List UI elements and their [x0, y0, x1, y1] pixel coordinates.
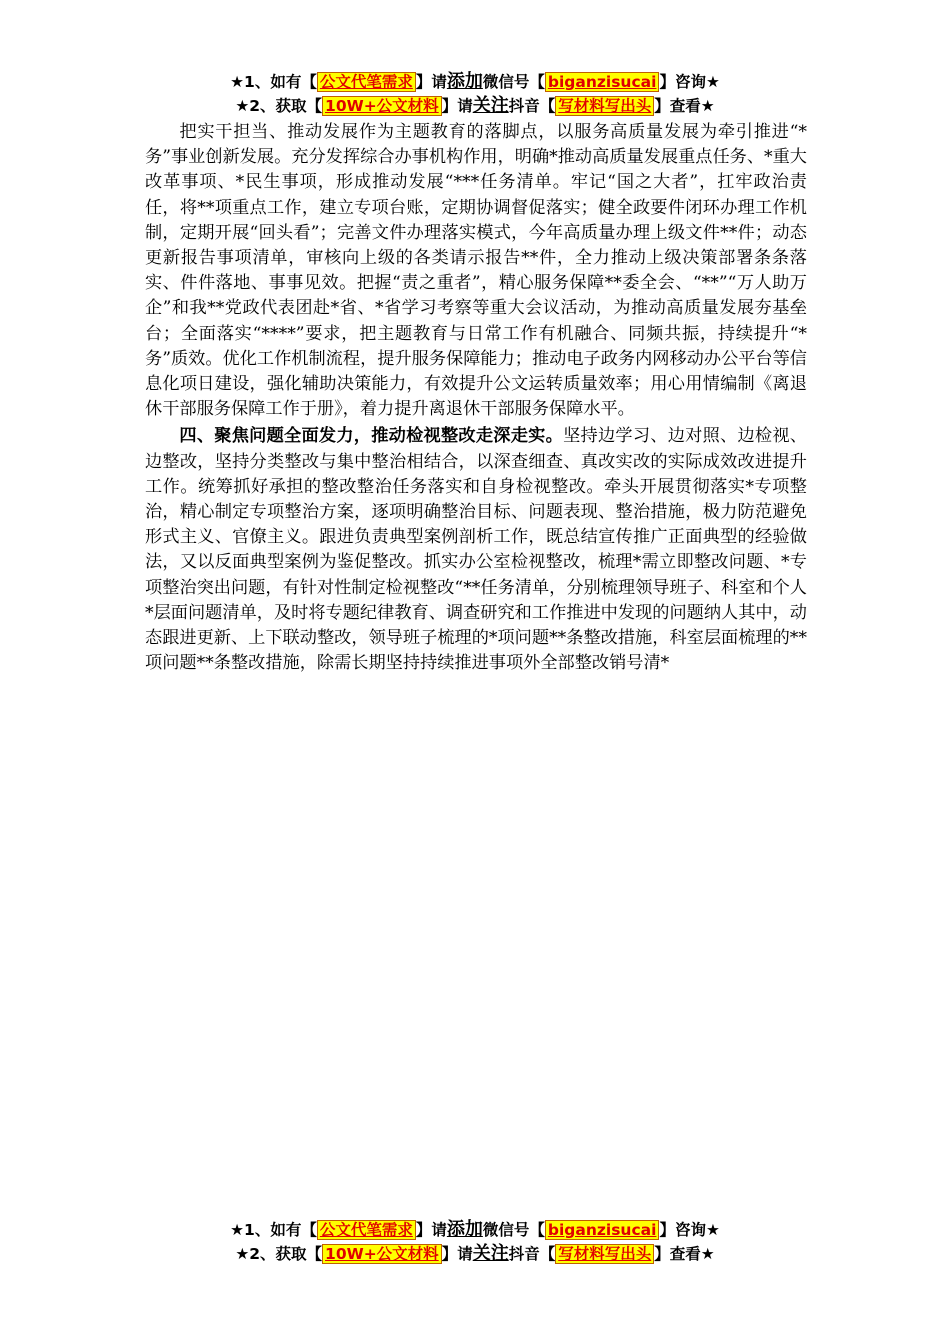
promo-emphasis: 关注 — [472, 1243, 509, 1264]
promo-text: 】查看★ — [654, 1245, 715, 1263]
promo-text: 微信号【 — [482, 1221, 545, 1239]
promo-line-2 — [0, 1242, 950, 1266]
promo-banner-bottom — [0, 1218, 950, 1266]
promo-text: ★2、获取【 — [235, 97, 323, 115]
promo-line-2 — [0, 94, 950, 118]
promo-text: 】咨询★ — [659, 73, 720, 91]
promo-emphasis: 添加 — [446, 1219, 483, 1240]
section-heading: 四、聚焦问题全面发力，推动检视整改走深走实。 — [179, 426, 564, 447]
promo-emphasis: 关注 — [472, 95, 509, 116]
promo-text: 】请 — [415, 73, 447, 91]
promo-highlight: 写材料写出头 — [555, 96, 654, 116]
promo-text: 】查看★ — [654, 97, 715, 115]
promo-highlight: 10W+公文材料 — [322, 96, 442, 116]
promo-text: 抖音【 — [508, 97, 556, 115]
promo-line-1 — [0, 70, 950, 94]
promo-highlight: 公文代笔需求 — [317, 72, 416, 92]
paragraph-2-text: 坚持边学习、边对照、边检视、边整改，坚持分类整改与集中整治相结合，以深查细查、真改实改的实际成效改进提升工作。统筹抓好承担的整改整治任务落实和自身检视整改。牵头开展贯彻落实*专项整治，精心制定专项整治方案，逐项明确整治目标、问题表现、整治措施，极力防范避免形式主义、官僚主义。跟进负责典型案例剖析工作，既总结宣传推广正面典型的经验做法，又以反面典型案例为鉴促整改。抓实办公室检视整改，梳理*需立即整改问题、*专项整治突出问题，有针对性制定检视整改“**任务清单，分别梳理领导班子、科室和个人*层面问题清单，及时将专题纪律教育、调查研究和工作推进中发现的问题纳人其中，动态跟进更新、上下联动整改，领导班子梳理的*项问题**条整改措施，科室层面梳理的**项问题**条整改措施，除需长期坚持持续推进事项外全部整改销号清* — [145, 426, 807, 674]
promo-emphasis: 添加 — [446, 71, 483, 92]
promo-text: ★1、如有【 — [230, 73, 317, 91]
promo-highlight: 公文代笔需求 — [317, 1220, 416, 1240]
promo-banner-top — [0, 70, 950, 118]
promo-text: 】请 — [441, 1245, 473, 1263]
paragraph-1: 把实干担当、推动发展作为主题教育的落脚点，以服务高质量发展为牵引推进“*务”事业创新发展。充分发挥综合办事机构作用，明确*推动高质量发展重点任务、*重大改革事项、*民生事项，形成推动发展“***任务清单。牢记“国之大者”，扛牢政治责任，将**项重点工作，建立专项台账，定期协调督促落实；健全政要件闭环办理工作机制，定期开展“回头看”；完善文件办理落实模式，今年高质量办理上级文件**件；动态更新报告事项清单，审核向上级的各类请示报告**件，全力推动上级决策部署条条落实、件件落地、事事见效。把握“责之重者”，精心服务保障**委全会、“**”“万人助万企”和我**党政代表团赴*省、*省学习考察等重大会议活动，为推动高质量发展夯基垒台；全面落实“****”要求，把主题教育与日常工作有机融合、同频共振，持续提升“*务”质效。优化工作机制流程，提升服务保障能力；推动电子政务内网移动办公平台等信息化项日建设，强化辅助决策能力，有效提升公文运转质量效率；用心用情编制《离退休干部服务保障工作于册》，着力提升离退休干部服务保障水平。 — [145, 122, 807, 420]
promo-text: 】咨询★ — [659, 1221, 720, 1239]
promo-text: 】请 — [441, 97, 473, 115]
paragraph-2 — [145, 424, 807, 676]
promo-text: ★1、如有【 — [230, 1221, 317, 1239]
promo-highlight: biganzisucai — [545, 72, 660, 92]
promo-text: 】请 — [415, 1221, 447, 1239]
promo-highlight: 10W+公文材料 — [322, 1244, 442, 1264]
promo-text: ★2、获取【 — [235, 1245, 323, 1263]
promo-text: 抖音【 — [508, 1245, 556, 1263]
promo-highlight: biganzisucai — [545, 1220, 660, 1240]
promo-line-1 — [0, 1218, 950, 1242]
promo-highlight: 写材料写出头 — [555, 1244, 654, 1264]
promo-text: 微信号【 — [482, 73, 545, 91]
document-body — [145, 120, 807, 676]
